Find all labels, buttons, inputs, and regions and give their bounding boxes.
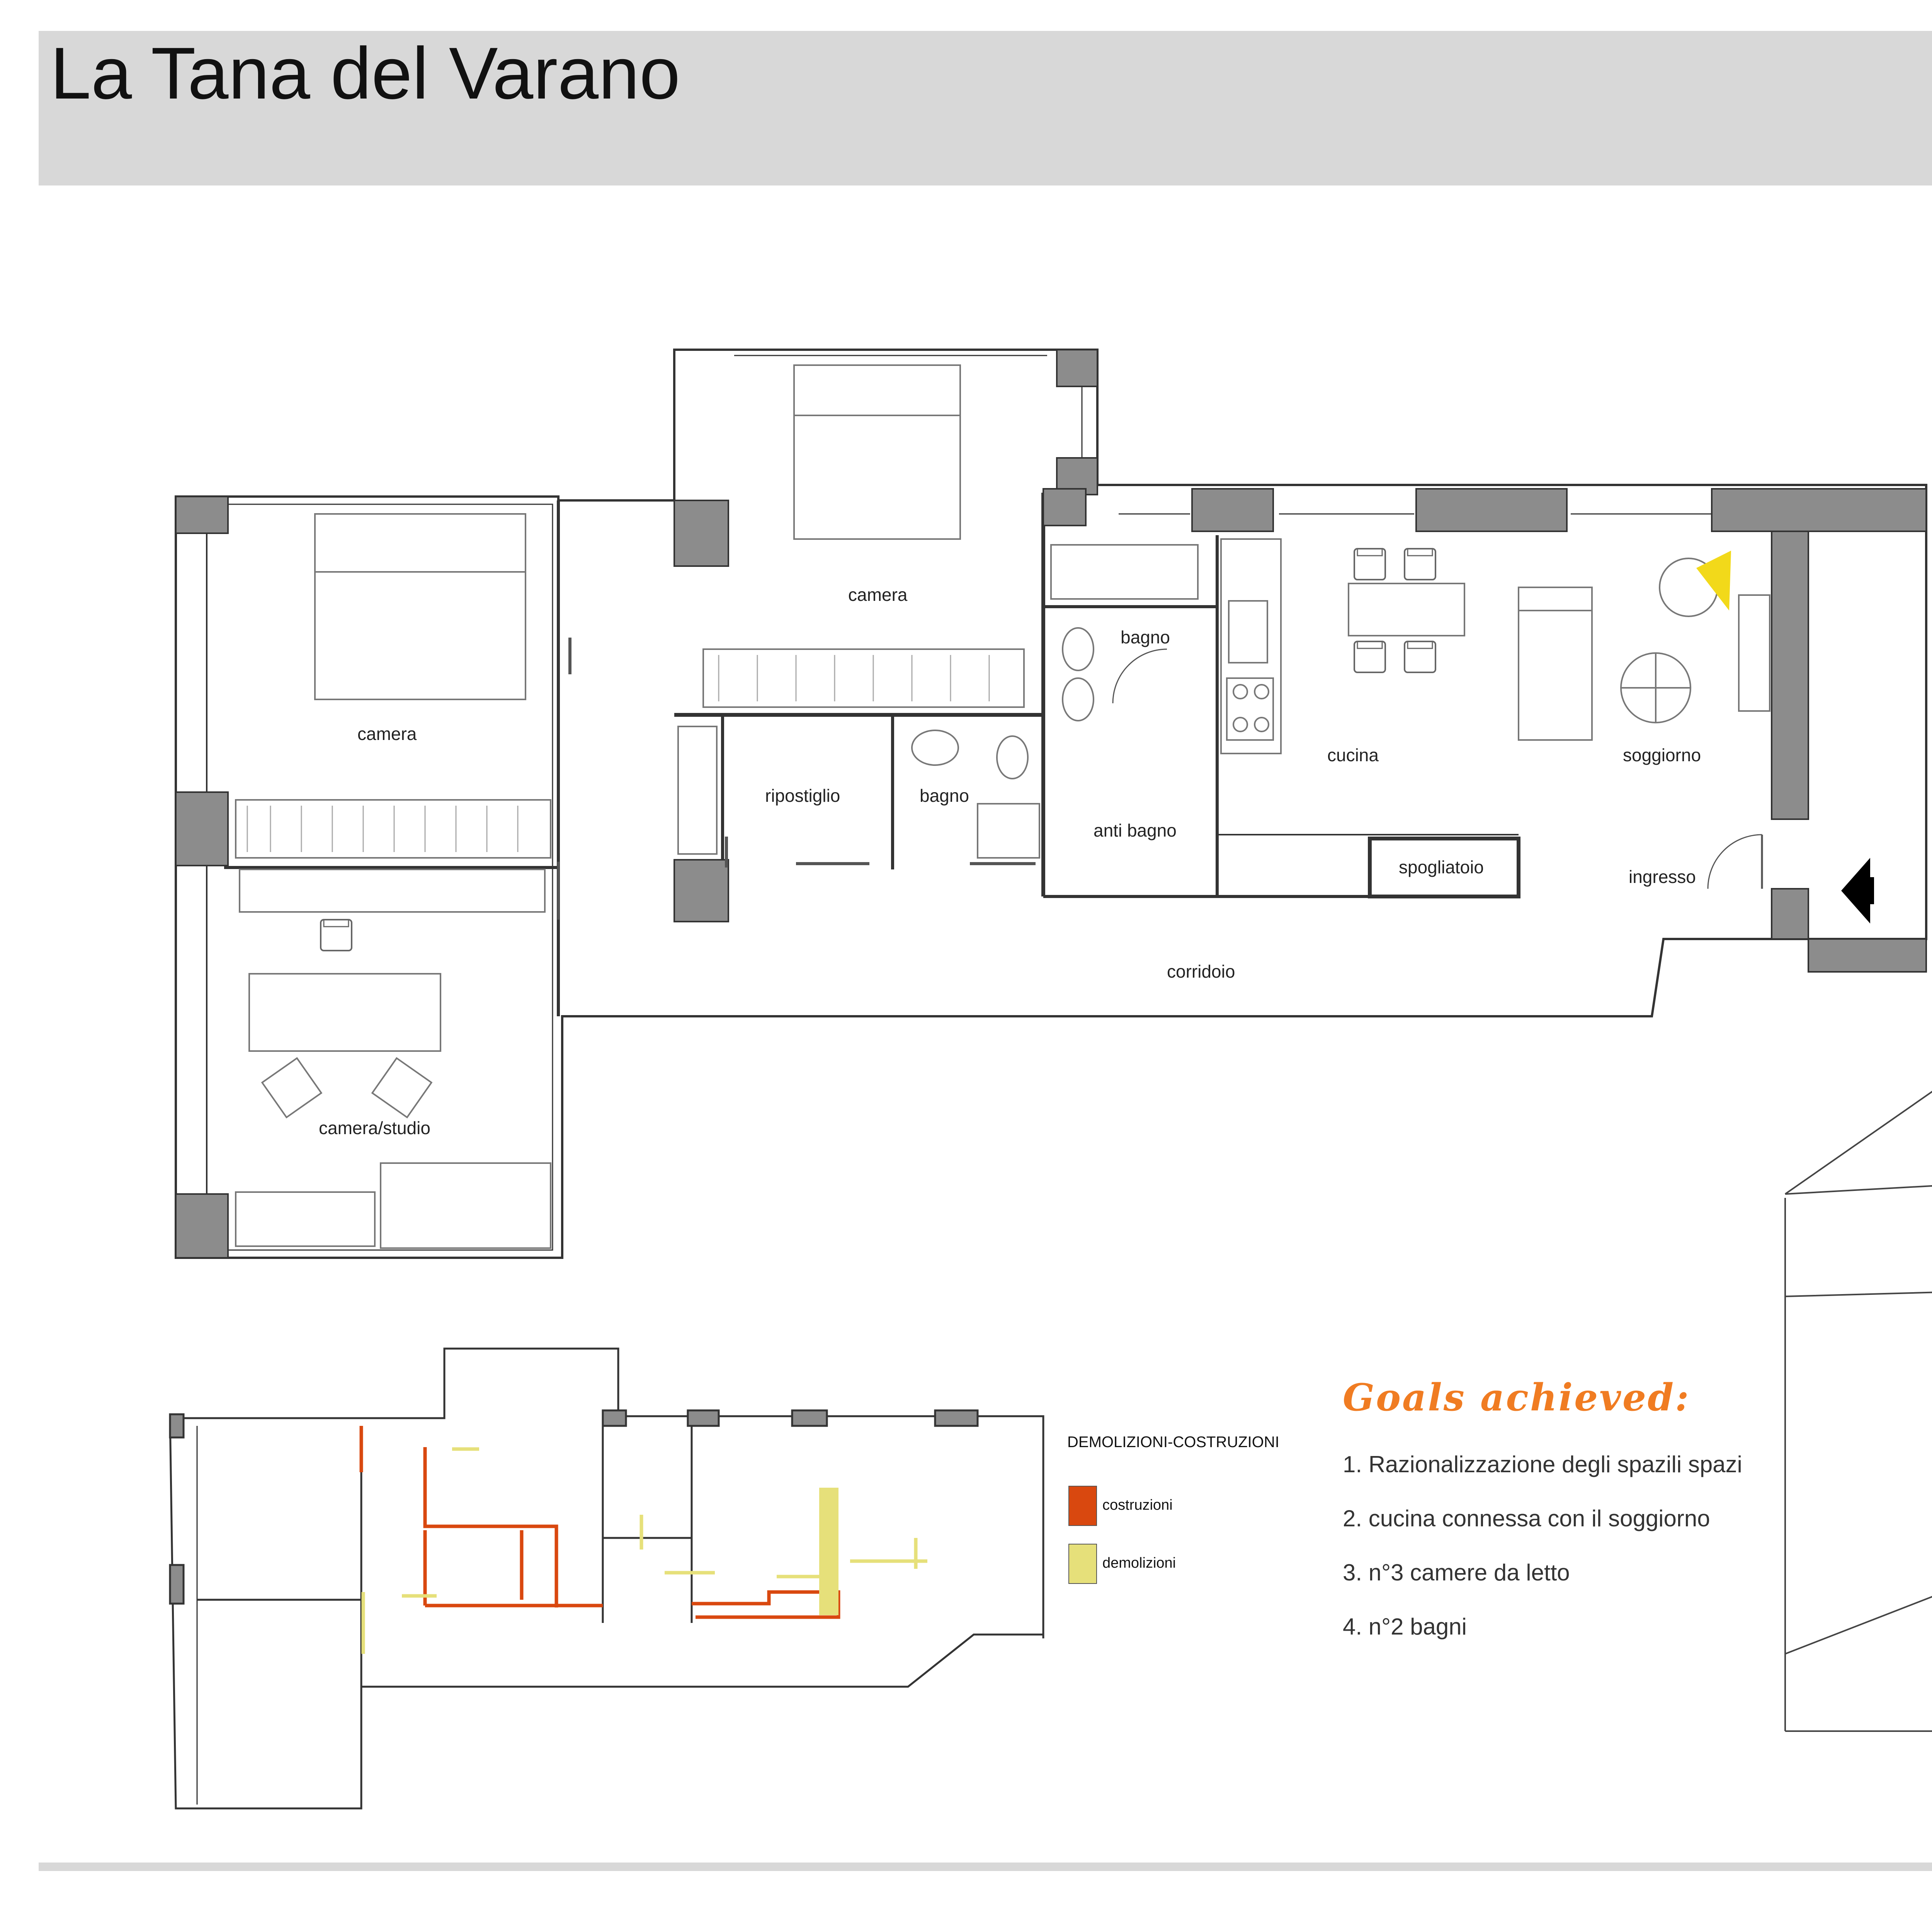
svg-text:camera: camera xyxy=(848,585,908,605)
goal-item: 1. Razionalizzazione degli spazili spazi xyxy=(1343,1451,1742,1477)
footer-bar xyxy=(39,1863,1932,1871)
interior-perspective-sketch xyxy=(1785,908,1932,1735)
goals-title: Goals achieved: xyxy=(1343,1376,1690,1419)
goal-item: 2. cucina connessa con il soggiorno xyxy=(1343,1505,1710,1531)
svg-text:spogliatoio: spogliatoio xyxy=(1399,857,1484,877)
svg-text:cucina: cucina xyxy=(1327,745,1379,765)
svg-text:camera/studio: camera/studio xyxy=(319,1118,430,1138)
entrance-arrow-icon xyxy=(1841,858,1874,924)
svg-text:bagno: bagno xyxy=(1121,627,1170,647)
legend-label: costruzioni xyxy=(1102,1497,1173,1514)
main-floor-plan xyxy=(176,350,1926,1258)
svg-text:camera: camera xyxy=(357,724,417,744)
legend-swatch-demolizioni xyxy=(1068,1544,1097,1584)
svg-text:corridoio: corridoio xyxy=(1167,961,1235,981)
svg-text:bagno: bagno xyxy=(920,786,969,806)
goals-list xyxy=(1343,1437,1742,1654)
legend-swatch-costruzioni xyxy=(1068,1486,1097,1526)
svg-text:ingresso: ingresso xyxy=(1629,867,1696,887)
legend-item-costruzioni xyxy=(1068,1486,1173,1526)
demolition-walls xyxy=(363,1449,927,1654)
legend-item-demolizioni xyxy=(1068,1544,1176,1584)
legend-label: demolizioni xyxy=(1102,1555,1176,1572)
project-title: La Tana del Varano xyxy=(50,32,680,114)
construction-walls xyxy=(361,1426,838,1617)
demolition-plan xyxy=(170,1349,1043,1808)
goal-item: 3. n°3 camere da letto xyxy=(1343,1560,1570,1585)
goal-item: 4. n°2 bagni xyxy=(1343,1614,1467,1640)
svg-text:soggiorno: soggiorno xyxy=(1623,745,1701,765)
svg-text:anti bagno: anti bagno xyxy=(1094,820,1177,840)
svg-text:ripostiglio: ripostiglio xyxy=(765,786,840,806)
legend-title: DEMOLIZIONI-COSTRUZIONI xyxy=(1067,1434,1279,1451)
